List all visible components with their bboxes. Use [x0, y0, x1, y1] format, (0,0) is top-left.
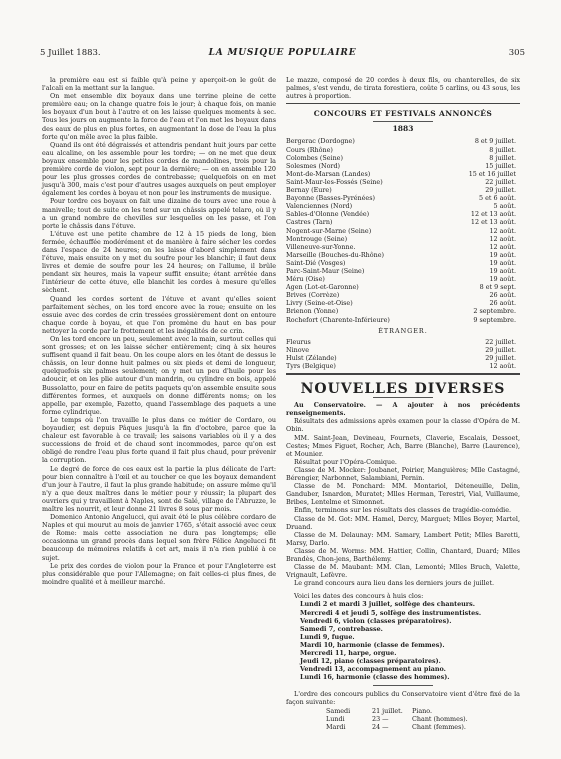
schedule-item: Vendredi 13, accompagnement au piano. [300, 665, 446, 674]
event-date: 26 août. [489, 299, 516, 308]
article-paragraph: Le temps où l'on travaille le plus dans ce métier de Cordaro, ou boyaudier, est depuis Pâques jusqu'à la fin d'octobre, parce que la chaleur est favorable à ce travail; les saisons variables où il y a des successions de froid et de chaud sont incommodes, parce qu'on est obligé de rendre l'eau plus forte quand il fait plus chaud, pour prévenir la corruption. [42, 415, 276, 465]
concours-list [286, 137, 520, 323]
section-divider [373, 685, 433, 686]
article-paragraph: On les tord encore un peu, seulement avec la main, surtout celles qui sont grosses; et on les laisse sécher entièrement; cinq à six heures suffisent quand il fait beau. On les coupe alors en les ôtant de dessus le châssis, on leur donne huit palmes ou six pieds et demi de longueur, quelquefois six palmes seulement; on y met un peu d'huile pour les adoucir, et on les plie autour d'un mandrin, ou cylindre en bois, appelé Bussolatto, pour en faire de petits paquets qu'on assemble ensuite sous différentes formes, et auxquels on donne différents noms; on les appelle, par exemple, Fazetto, quand l'assemblage des paquets a une forme cylindrique. [42, 335, 276, 416]
event-date: 2 septembre. [473, 307, 516, 316]
page-number: 305 [508, 48, 525, 58]
concours-entry [286, 202, 516, 210]
event-place: Méru (Oise) [286, 275, 325, 284]
schedule-item: Lundi 16, harmonie (classe des hommes). [300, 673, 450, 682]
schedule-item: Mardi 10, harmonie (classe de femmes). [300, 640, 445, 649]
news-paragraph: Classe de M. Delaunay: MM. Samary, Lambert Petit; Mlles Baretti, Marsy, Darlo. [286, 530, 520, 547]
concours-section-title: CONCOURS ET FESTIVALS ANNONCÉS [313, 109, 493, 119]
concours-entry [286, 299, 516, 307]
event-date: 29 juillet. [485, 345, 516, 354]
concours-entry [286, 235, 516, 243]
event-date: 12 août. [489, 242, 516, 251]
public-concours-row [326, 715, 520, 723]
foreign-list [286, 338, 520, 370]
event-place: Fleurus [286, 337, 311, 346]
concours-entry [286, 146, 516, 154]
event-date: 5 et 6 août. [479, 194, 516, 203]
public-concours-row [326, 723, 520, 731]
title-rule [373, 121, 433, 122]
event-place: Hulst (Zélande) [286, 353, 337, 362]
article-paragraph: Domenico Antonio Angelucci, qui avait été le plus célèbre cordaro de Naples et qui mourut au mois de janvier 1765, s'était associé avec ceux de Rome: mais cette association ne dura pas longtemps; elle occasionna un grand procès dans lequel son frère Félice Angelucci fit beaucoup de mémoires relatifs à cet art, mais il n'a rien publié à ce sujet. [42, 513, 276, 562]
news-paragraph: Classe de M. Got: MM. Hamel, Dercy, Marguet; Mlles Boyer, Martel, Druand. [286, 514, 520, 531]
schedule-intro: Voici les dates des concours à huis clos: [294, 592, 424, 601]
event-date: 12 août. [489, 226, 516, 235]
event-place: Brienon (Yonne) [286, 307, 339, 316]
event-date: 9 septembre. [473, 315, 516, 324]
concours-entry [286, 178, 516, 186]
event-place: Rochefort (Charente-Inférieure) [286, 315, 390, 324]
event-place: Colombes (Seine) [286, 153, 343, 162]
concours-entry [286, 275, 516, 283]
schedule-item: Jeudi 12, piano (classes préparatoires). [300, 657, 441, 666]
article-paragraph: Quand les cordes sortent de l'étuve et avant qu'elles soient parfaitement sèches, on les tord encore avec la roue; ensuite on les essuie avec des cordes de crin tressées grossièrement dont on entoure chaque corde à boyau, et que l'on promène du haut en bas pour nettoyer la corde par le frottement et les inégalités de ce crin. [42, 294, 276, 335]
article-paragraph: Pour tordre ces boyaux on fait une dizaine de tours avec une roue à manivelle; tout de suite on les tend sur un châssis appelé telaro, où il y a un grand nombre de chevilles sur lesquelles on les passe, et l'on porte le châssis dans l'étuve. [42, 197, 276, 230]
event-date: 29 juillet. [485, 353, 516, 362]
event-date: 8 juillet. [489, 153, 516, 162]
day-cell: Lundi [326, 714, 345, 723]
event-place: Brives (Corrèze) [286, 291, 340, 300]
news-paragraph: MM. Saint-Jean, Devineau, Fournets, Claverie, Escalais, Dessoet, Cestes; Mmes Figuet, Rocher, Ach, Barre (Blanche), Barre (Laurence), et Mounier. [286, 433, 520, 458]
article-paragraph: Quand ils ont été dégraissés et attendris pendant huit jours par cette eau alcaline, on les assemble pour les tordre; — on ne met que deux boyaux ensemble pour les petites cordes de mandolines, trois pour la première corde de violon, sept pour la dernière; — on en assemble 120 pour les plus grosses cordes de contrebasse; quelquefois on en met jusqu'à 300, mais c'est pour d'autres usages auxquels on peut employer également les cordes à boyau et non pour les instruments de musique. [42, 140, 276, 198]
concours-entry [286, 259, 516, 267]
concours-entry [286, 218, 516, 226]
page-header [40, 48, 525, 62]
concours-entry [286, 210, 516, 218]
left-column [42, 76, 276, 586]
event-date: 19 août. [489, 275, 516, 284]
event-cell: Chant (femmes). [412, 722, 466, 731]
news-paragraph: Classe de M. Maubant: MM. Clan, Lemonté; Mlles Bruch, Valette, Vrignault, Lefèvre. [286, 563, 520, 580]
intro-paragraph: Le mazze, composé de 20 cordes à deux fils, ou chanterelles, de six palmes, s'est vendu, de tirata forestiera, coûte 5 carlins, ou 43 sous, les autres à proportion. [286, 76, 520, 101]
event-place: Ninove [286, 345, 309, 354]
article-paragraph: Le prix des cordes de violon pour la France et pour l'Angleterre est plus considérable que pour l'Allemagne; on fait celles-ci plus fines, de moindre qualité et à meilleur marché. [42, 561, 276, 586]
event-date: 22 juillet. [485, 177, 516, 186]
public-concours-table [286, 707, 520, 731]
concours-entry [286, 267, 516, 275]
article-paragraph: L'étuve est une petite chambre de 12 à 15 pieds de long, bien fermée, échauffée modérément et de manière à faire sécher les cordes dans l'espace de 24 heures; on les laisse d'abord simplement dans l'étuve, mais ensuite on y met du soufre pour les blanchir; il faut deux livres et demie de soufre pour les 24 heures; on l'allume, il brûle pendant six heures, mais la vapeur suffit ensuite; étant arrêtée dans l'intérieur de cette étuve, elle blanchit les cordes à mesure qu'elles sèchent. [42, 229, 276, 295]
concours-entry [286, 243, 516, 251]
event-date: 5 août. [493, 202, 516, 211]
event-date: 12 août. [489, 234, 516, 243]
event-place: Marseille (Bouches-du-Rhône) [286, 250, 385, 259]
event-date: 8 et 9 sept. [479, 283, 516, 292]
event-place: Bergerac (Dordogne) [286, 137, 355, 146]
foreign-entry [286, 362, 516, 370]
news-paragraph: Résultat pour l'Opéra-Comique. [294, 457, 397, 466]
news-paragraph: Classe de M. Mocker: Joubanet, Poirier, Manguières; Mlle Castagné, Bérengier, Narbonnet, Salambiani, Pernin. [286, 465, 520, 483]
news-paragraph: Classe de M. Worms: MM. Hattier, Collin, Chantard, Duard; Mlles Brandès, Chon-jens, Barthélemy. [286, 546, 520, 563]
date-cell: 24 — [372, 722, 389, 731]
day-cell: Samedi [326, 706, 351, 715]
event-place: Saint-Maur-les-Fossés (Seine) [286, 177, 383, 186]
foreign-subtitle: ÉTRANGER. [378, 326, 428, 335]
news-paragraph: Au Conservatoire. — A ajouter à nos précédents renseignements. [286, 401, 520, 418]
schedule-item: Lundi 2 et mardi 3 juillet, solfège des chanteurs. [300, 600, 475, 609]
foreign-entry [286, 338, 516, 346]
event-place: Livry (Seine-et-Oise) [286, 299, 353, 308]
concours-entry [286, 291, 516, 299]
event-date: 12 août. [489, 362, 516, 370]
event-place: Tyrs (Belgique) [286, 362, 336, 370]
schedule-item: Mercredi 11, harpe, orgue. [300, 649, 397, 657]
foreign-entry [286, 354, 516, 362]
event-place: Castres (Tarn) [286, 218, 333, 227]
event-date: 12 et 13 août. [470, 210, 516, 219]
event-place: Agen (Lot-et-Garonne) [286, 283, 359, 292]
event-date: 19 août. [489, 266, 516, 275]
concours-entry [286, 316, 516, 324]
article-paragraph: On met ensemble dix boyaux dans une terrine pleine de cette première eau; on la change quatre fois le jour; à chaque fois, on manie les boyaux d'un bout à l'autre et on les laisse quelques moments à sec. Tous les jours on augmente la force de l'eau et l'on met les boyaux dans des eaux de plus en plus fortes, en augmentant la dose de l'eau la plus forte qu'on mêle avec la plus faible. [42, 92, 276, 141]
event-place: Villeneuve-sur-Yonne. [286, 242, 356, 251]
event-date: 8 et 9 juillet. [474, 137, 516, 146]
article-paragraph: la première eau est si faible qu'à peine y aperçoit-on le goût de l'alcali en la mettant sur la langue. [42, 76, 276, 93]
title-rule [373, 397, 433, 398]
concours-entry [286, 186, 516, 194]
news-paragraph: Enfin, terminons sur les résultats des classes de tragédie-comédie. [294, 506, 512, 515]
event-date: 26 août. [489, 291, 516, 300]
schedule-item: Vendredi 6, violon (classes préparatoires). [300, 616, 452, 625]
concours-entry [286, 307, 516, 315]
event-place: Bernay (Eure) [286, 186, 332, 195]
news-paragraph: Résultats des admissions après examen pour la classe d'Opéra de M. Obin. [286, 417, 520, 434]
event-place: Valenciennes (Nord) [286, 202, 353, 211]
event-cell: Piano. [412, 706, 433, 715]
event-place: Saint-Dié (Vosges) [286, 258, 346, 267]
article-paragraph: Le degré de force de ces eaux est la partie la plus délicate de l'art: pour bien connaître à l'œil et au toucher ce que les boyaux demandent d'un jour à l'autre, il faut la plus grande habitude; on assure même qu'il n'y a que deux maîtres dans le métier pour y réussir; la plupart des ouvriers qui y travaillent à Naples, sont de Salé, village de l'Abruzze, le maître les nourrit, et leur donne 21 livres 8 sous par mois. [42, 464, 276, 513]
concours-year: 1883 [392, 124, 414, 134]
concours-entry [286, 227, 516, 235]
date-cell: 23 — [372, 714, 389, 723]
event-place: Parc-Saint-Maur (Seine) [286, 266, 365, 275]
nouvelles-section-title: NOUVELLES DIVERSES [300, 381, 506, 398]
event-place: Montrouge (Seine) [286, 234, 348, 243]
event-date: 19 août. [489, 258, 516, 267]
news-paragraph: Classe de M. Ponchard: MM. Montariol, Déteneuille, Delin, Ganduber, Isnardon, Muratet; Mlles Herman, Terestri, Vial, Vuillaume, Bribes, Lentelme et Simonnet. [286, 482, 520, 507]
concours-entry [286, 251, 516, 259]
nouvelles-body [286, 401, 520, 587]
concours-entry [286, 162, 516, 170]
event-date: 15 juillet. [485, 161, 516, 170]
event-cell: Chant (hommes). [412, 714, 468, 723]
schedule-list [286, 600, 520, 681]
event-place: Sables-d'Olonne (Vendée) [286, 210, 370, 219]
concours-entry [286, 194, 516, 202]
schedule-item: Mercredi 4 et jeudi 5, solfège des instrumentistes. [300, 608, 482, 617]
date-cell: 21 juillet. [372, 706, 403, 715]
section-divider [286, 373, 520, 375]
day-cell: Mardi [326, 722, 346, 731]
right-column [286, 76, 520, 731]
public-concours-row [326, 707, 520, 715]
event-place: Cours (Rhône) [286, 145, 333, 154]
concours-entry [286, 137, 516, 145]
event-date: 12 et 13 août. [470, 218, 516, 227]
issue-date: 5 Juillet 1883. [40, 48, 101, 58]
event-date: 15 et 16 juillet [468, 169, 516, 178]
public-intro: L'ordre des concours publics du Conservatoire vient d'être fixé de la façon suivante: [286, 690, 520, 707]
concours-entry [286, 154, 516, 162]
event-place: Mont-de-Marsan (Landes) [286, 169, 371, 178]
publication-title: LA MUSIQUE POPULAIRE [208, 48, 357, 58]
section-divider [286, 103, 520, 104]
news-paragraph: Le grand concours aura lieu dans les derniers jours de juillet. [294, 579, 495, 588]
event-place: Solesmes (Nord) [286, 161, 341, 170]
event-date: 22 juillet. [485, 337, 516, 346]
event-date: 8 juillet. [489, 145, 516, 154]
schedule-item: Lundi 9, fugue. [300, 632, 355, 641]
concours-entry [286, 283, 516, 291]
event-date: 29 juillet. [485, 186, 516, 195]
schedule-item: Samedi 7, contrebasse. [300, 624, 383, 633]
concours-entry [286, 170, 516, 178]
foreign-entry [286, 346, 516, 354]
event-place: Nogent-sur-Marne (Seine) [286, 226, 372, 235]
event-place: Bayonne (Basses-Pyrénées) [286, 194, 375, 203]
event-date: 19 août. [489, 250, 516, 259]
